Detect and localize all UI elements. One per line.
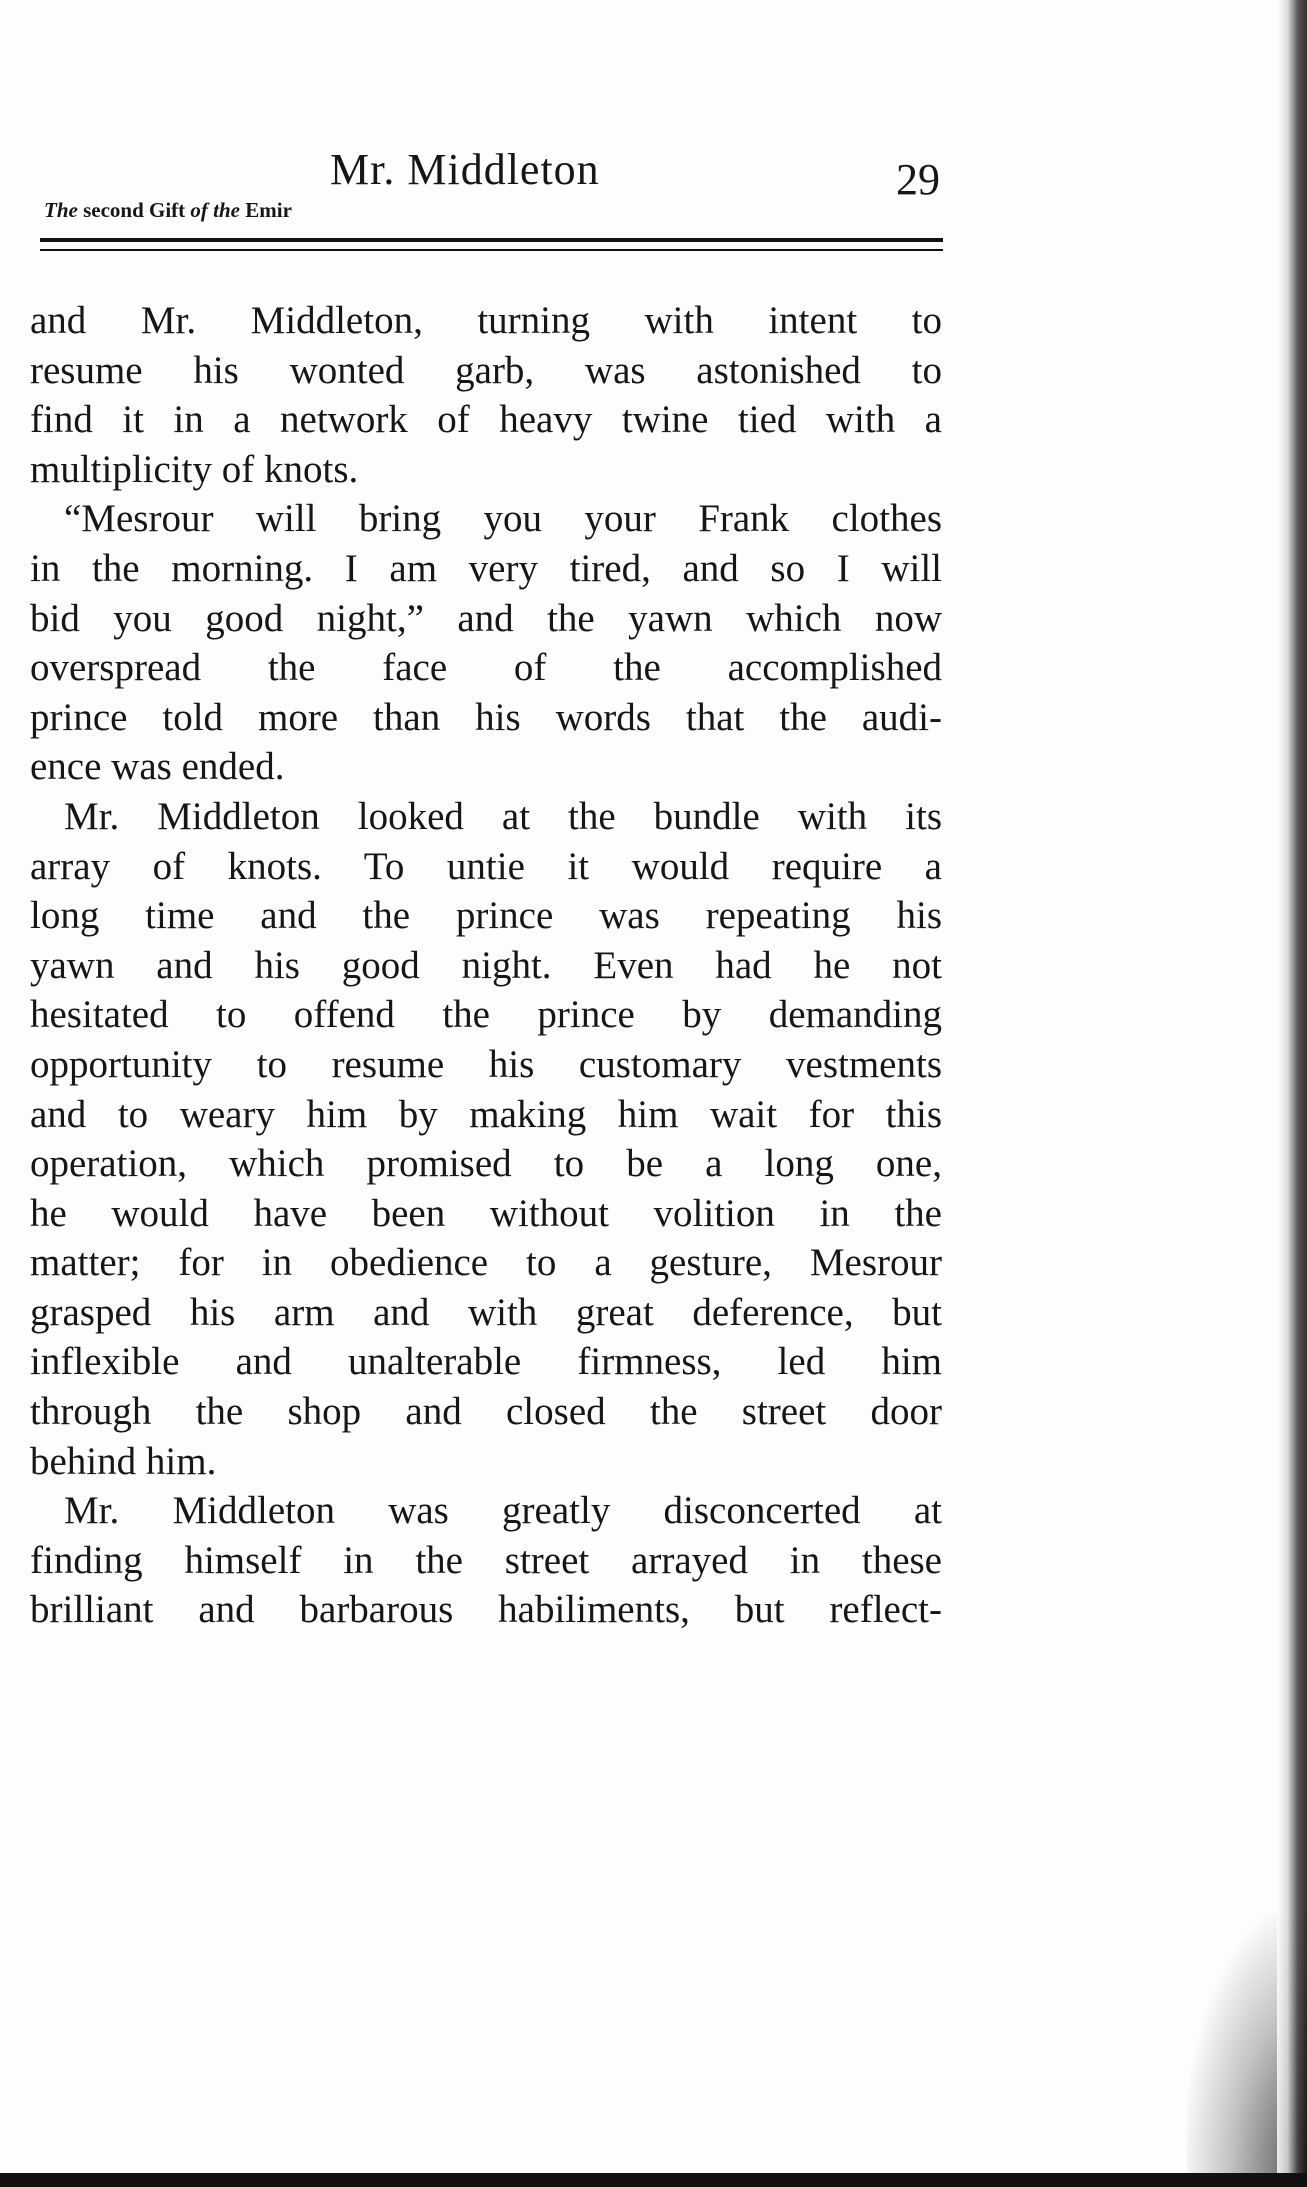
- section-title-the: The: [44, 198, 78, 222]
- text-line: inflexible and unalterable firmness, led him: [30, 1340, 942, 1384]
- text-line: bid you good night,” and the yawn which now: [30, 596, 942, 640]
- text-line: in the morning. I am very tired, and so I will: [30, 546, 942, 590]
- text-line: behind him.: [30, 1439, 217, 1483]
- section-title-second-gift: second Gift: [83, 198, 186, 222]
- section-title-of: of: [190, 198, 208, 222]
- text-line: through the shop and closed the street door: [30, 1390, 942, 1434]
- text-line: matter; for in obedience to a gesture, Mesrour: [30, 1241, 942, 1285]
- scan-page-edge: [1277, 0, 1307, 2187]
- text-line: opportunity to resume his customary vestments: [30, 1042, 942, 1086]
- text-line: array of knots. To untie it would require a: [30, 844, 942, 888]
- text-line: prince told more than his words that the audi-: [30, 695, 942, 739]
- page-number: 29: [896, 155, 940, 204]
- text-line: Mr. Middleton was greatly disconcerted at: [64, 1489, 942, 1533]
- header-rule-thick: [40, 238, 943, 242]
- scan-bottom-edge: [0, 2173, 1307, 2187]
- text-line: grasped his arm and with great deference, but: [30, 1290, 942, 1334]
- text-line: he would have been without volition in the: [30, 1191, 942, 1235]
- text-line: yawn and his good night. Even had he not: [30, 943, 942, 987]
- text-line: multiplicity of knots.: [30, 447, 359, 491]
- running-title: Mr. Middleton: [330, 145, 600, 194]
- header-rule-thin: [40, 249, 943, 251]
- text-line: Mr. Middleton looked at the bundle with its: [64, 794, 942, 838]
- text-line: overspread the face of the accomplished: [30, 646, 942, 690]
- text-line: operation, which promised to be a long one,: [30, 1142, 942, 1186]
- text-line: ence was ended.: [30, 745, 285, 789]
- text-line: find it in a network of heavy twine tied with a: [30, 398, 942, 442]
- body-text: [30, 296, 942, 1635]
- text-line: finding himself in the street arrayed in these: [30, 1538, 942, 1582]
- text-line: “Mesrour will bring you your Frank clothes: [64, 497, 942, 541]
- text-line: hesitated to offend the prince by demanding: [30, 993, 942, 1037]
- text-line: brilliant and barbarous habiliments, but reflect-: [30, 1588, 942, 1632]
- section-title-emir: Emir: [245, 198, 292, 222]
- text-line: long time and the prince was repeating his: [30, 894, 942, 938]
- text-line: and Mr. Middleton, turning with intent to: [30, 299, 942, 342]
- text-line: resume his wonted garb, was astonished to: [30, 348, 942, 392]
- section-title: [44, 200, 292, 221]
- section-title-the-2: the: [213, 198, 240, 222]
- text-line: and to weary him by making him wait for this: [30, 1092, 942, 1136]
